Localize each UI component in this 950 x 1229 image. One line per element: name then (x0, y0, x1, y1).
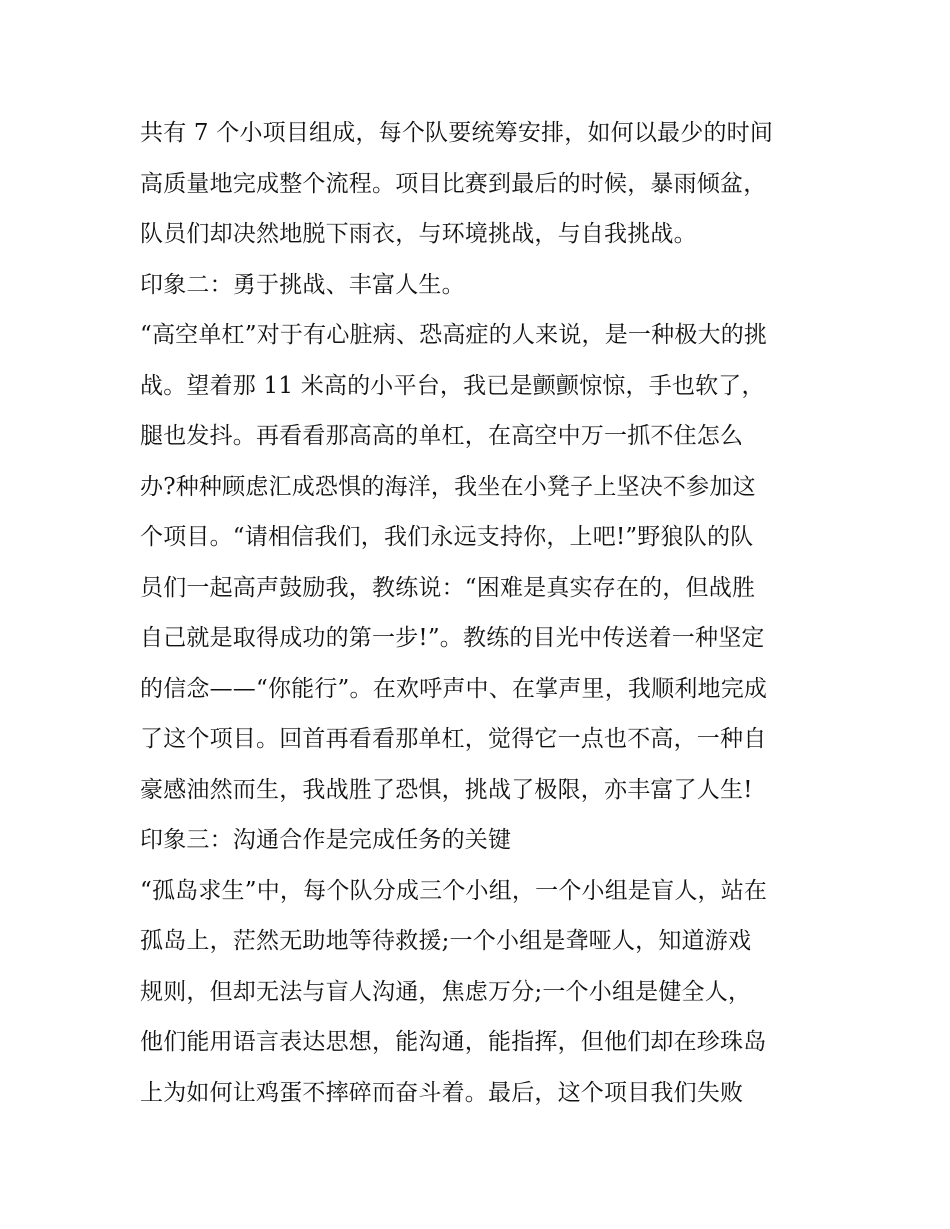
document-body (140, 108, 820, 1118)
text-line: 队员们却决然地脱下雨衣，与环境挑战，与自我挑战。 (140, 221, 697, 247)
text-line: 办?种种顾虑汇成恐惧的海洋，我坐在小凳子上坚决不参加这 (140, 473, 756, 500)
text-line: 战。望着那 11 米高的小平台，我已是颤颤惊惊，手也软了， (140, 372, 765, 399)
text-line: 了这个项目。回首再看看那单杠，觉得它一点也不高，一种自 (140, 726, 767, 752)
section-heading: 印象三：沟通合作是完成任务的关键 (140, 827, 512, 853)
text-line: 高质量地完成整个流程。项目比赛到最后的时候，暴雨倾盆， (140, 170, 767, 197)
text-line: 孤岛上，茫然无助地等待救援;一个小组是聋哑人，知道游戏 (140, 928, 752, 954)
text-line: “孤岛求生”中，每个队分成三个小组，一个小组是盲人，站在 (140, 877, 768, 904)
text-line: 个项目。“请相信我们，我们永远支持你，上吧!”野狼队的队 (140, 524, 754, 550)
text-line: 他们能用语言表达思想，能沟通，能指挥，但他们却在珍珠岛 (140, 1029, 767, 1055)
text-line: 共有 7 个小项目组成，每个队要统筹安排，如何以最少的时间 (140, 120, 774, 146)
text-line: 规则，但却无法与盲人沟通，焦虑万分;一个小组是健全人， (140, 978, 752, 1005)
text-line: 的信念——“你能行”。在欢呼声中、在掌声里，我顺利地完成 (140, 675, 768, 702)
text-line: 自己就是取得成功的第一步!”。教练的目光中传送着一种坚定 (140, 625, 765, 651)
text-line: 员们一起高声鼓励我，教练说：“困难是真实存在的，但战胜 (140, 574, 756, 601)
text-line: 豪感油然而生，我战胜了恐惧，挑战了极限，亦丰富了人生! (140, 776, 753, 803)
section-heading: 印象二：勇于挑战、丰富人生。 (140, 271, 465, 298)
text-line: 腿也发抖。再看看那高高的单杠，在高空中万一抓不住怎么 (140, 423, 744, 449)
text-line: “高空单杠”对于有心脏病、恐高症的人来说，是一种极大的挑 (140, 322, 768, 348)
text-line: 上为如何让鸡蛋不摔碎而奋斗着。最后，这个项目我们失败 (140, 1079, 744, 1106)
